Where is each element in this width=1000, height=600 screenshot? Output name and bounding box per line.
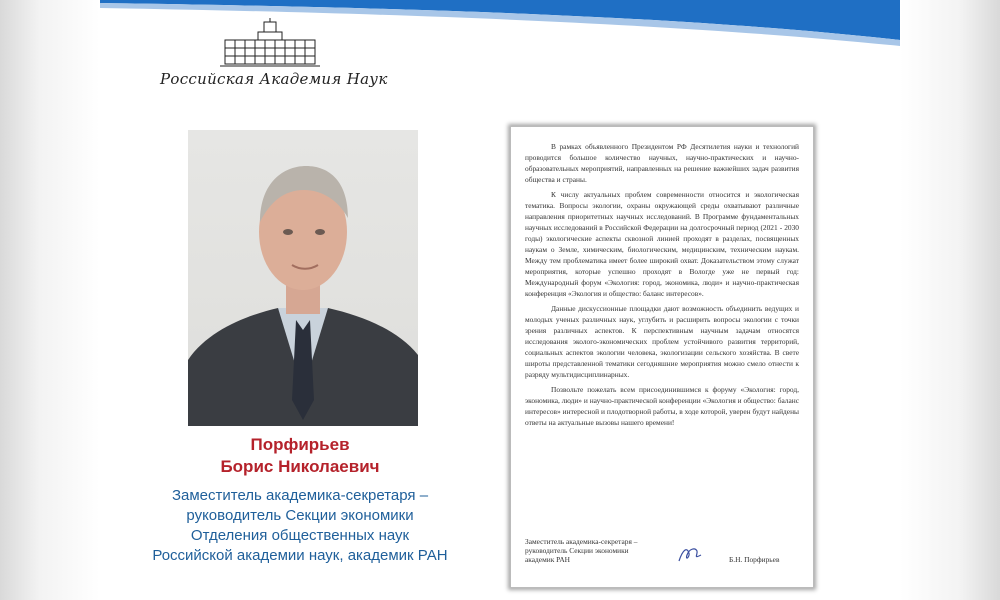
letter-body — [525, 141, 799, 432]
document-page — [100, 0, 900, 600]
position-line: руководитель Секции экономики — [186, 507, 414, 524]
academy-logo — [160, 18, 388, 108]
academy-logo-text: Российская Академия Наук — [160, 70, 388, 88]
handwritten-signature — [675, 543, 705, 565]
person-first-name: Борис Николаевич — [220, 457, 380, 476]
portrait-photo — [188, 130, 418, 426]
letter-paragraph: Позвольте пожелать всем присоединившимся к форуму «Экология: город, экономика, люди» и научно-практической конференции «Экология и общество: баланс интересов» интересной и плодотворной работы, в ходе которой, уверен будут найдены ответы на актуальные вызовы нашего времени! — [525, 385, 799, 427]
signatory-name: Б.Н. Порфирьев — [729, 555, 780, 564]
position-line: Заместитель академика-секретаря – — [171, 487, 429, 504]
greeting-letter — [510, 126, 814, 588]
position-line: Отделения общественных наук — [190, 527, 410, 544]
letter-paragraph: В рамках объявленного Президентом РФ Десятилетия науки и технологий проводится большое количество научных, научно-практических и научно-образовательных мероприятий, направленных на решение важнейших задач развития общества и страны. — [525, 142, 799, 184]
portrait-illustration — [188, 130, 418, 426]
right-gray-margin — [900, 0, 1000, 600]
signatory-line: руководитель Секции экономики — [525, 546, 629, 555]
signatory-title — [525, 537, 637, 564]
person-position — [130, 486, 470, 566]
signatory-line: академик РАН — [525, 555, 570, 564]
left-gray-margin — [0, 0, 100, 600]
person-name — [140, 434, 460, 478]
person-last-name: Порфирьев — [250, 435, 350, 454]
signatory-line: Заместитель академика-секретаря – — [525, 537, 638, 546]
letter-paragraph: К числу актуальных проблем современности относится и экологическая тематика. Вопросы экологии, охраны окружающей среды охватывают различные направления приоритетных научных исследований. В Программе фундаментальных научных исследований в Российской Федерации на долгосрочный период (2021 - 2030 годы) экологические аспекты сквозной линией проходят в разделах, посвященных наукам о Земле, химическим, биологическим, медицинским, техническим наукам. Между тем проблематика имеет более широкий охват. Доказательством этому служат мероприятия, которые успешно проходят в Вологде уже не первый год: Международный форум «Экология: город, экономика, люди» и научно-практическая конференция «Экология и общество: баланс интересов». — [525, 190, 799, 298]
position-line: Российской академии наук, академик РАН — [152, 547, 448, 564]
academy-building-icon — [220, 18, 320, 68]
letter-paragraph: Данные дискуссионные площадки дают возможность объединить ведущих и молодых ученых различных наук, углубить и расширить вопросы экологии с точки зрения различных аспектов. К перспективным научным задачам относятся исследования эколого-экономических проблем устойчивого развития территорий, социальных аспектов экологии человека, экологизации сельского хозяйства. В свете широты представленной тематики сегодняшние мероприятия можно смело отнести к разряду мультидисциплинарных. — [525, 304, 799, 379]
